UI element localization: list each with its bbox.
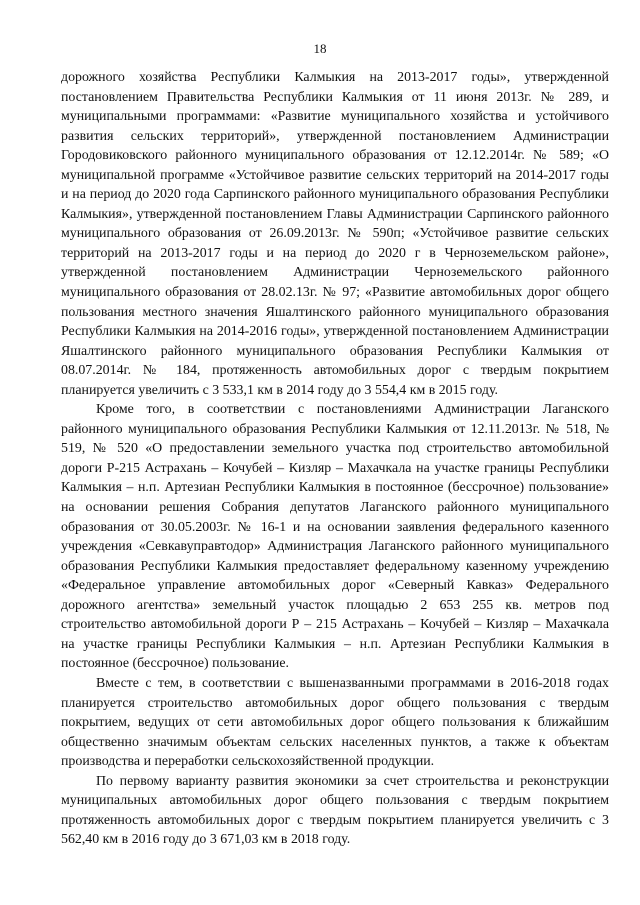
- page-number: 18: [313, 41, 327, 56]
- paragraph-3: Вместе с тем, в соответствии с вышеназванными программами в 2016-2018 годах планируется строительство автомобильных дорог общего пользования с твердым покрытием, ведущих от сети автомобильных дорог общего пользования к ближайшим общественно значимым объектам сельских населенных пунктов, а также к объектам производства и переработки сельскохозяйственной продукции.: [61, 675, 609, 770]
- paragraph-1: дорожного хозяйства Республики Калмыкия на 2013-2017 годы», утвержденной постановлением Правительства Республики Калмыкия от 11 июня 2013г. № 289, и муниципальными программами: «Развитие муниципального хозяйства и устойчивого развития сельских территорий», утвержденной постановлением Администрации Городовиковского районного муниципального образования от 12.12.2014г. № 589; «О муниципальной программе «Устойчивое развитие сельских территорий на 2014-2017 годы и на период до 2020 года Сарпинского районного муниципального образования Республики Калмыкия», утвержденной постановлением Главы Администрации Сарпинского районного муниципального образования от 26.09.2013г. № 590п; «Устойчивое развитие сельских территорий на 2013-2017 годы и на период до 2020 г в Черноземельском районе», утвержденной постановлением Администрации Черноземельского районного муниципального образования от 28.02.13г. № 97; «Развитие автомобильных дорог общего пользования местного значения Яшалтинского районного муниципального образования Республики Калмыкия на 2014-2016 годы», утвержденной постановлением Администрации Яшалтинского районного муниципального образования Республики Калмыкия от 08.07.2014г. № 184, протяженность автомобильных дорог с твердым покрытием планируется увеличить с 3 533,1 км в 2014 году до 3 554,4 км в 2015 году.: [61, 70, 609, 398]
- paragraph-2: Кроме того, в соответствии с постановлениями Администрации Лаганского районного муниципального образования Республики Калмыкия от 12.11.2013г. № 518, № 519, № 520 «О предоставлении земельного участка под строительство автомобильной дороги Р-215 Астрахань – Кочубей – Кизляр – Махачкала на участке границы Республики Калмыкия – н.п. Артезиан Республики Калмыкия в постоянное (бессрочное) пользование» на основании решения Собрания депутатов Лаганского районного муниципального образования от 30.05.2003г. № 16-1 и на основании заявления федерального казенного учреждения «Севкавуправтодор» Администрация Лаганского районного муниципального образования Республики Калмыкия предоставляет федеральному казенному учреждению «Федеральное управление автомобильных дорог «Северный Кавказ» Федерального дорожного агентства» земельный участок площадью 2 653 255 кв. метров под строительство автомобильной дороги Р – 215 Астрахань – Кочубей – Кизляр – Махачкала на участке границы Республики Калмыкия – н.п. Артезиан Республики Калмыкия в постоянное (бессрочное) пользование.: [61, 402, 609, 672]
- document-body: [61, 68, 609, 850]
- paragraph-4: По первому варианту развития экономики за счет строительства и реконструкции муниципальных автомобильных дорог общего пользования с твердым покрытием протяженность автомобильных дорог с твердым покрытием планируется увеличить с 3 562,40 км в 2016 году до 3 671,03 км в 2018 году.: [61, 773, 609, 848]
